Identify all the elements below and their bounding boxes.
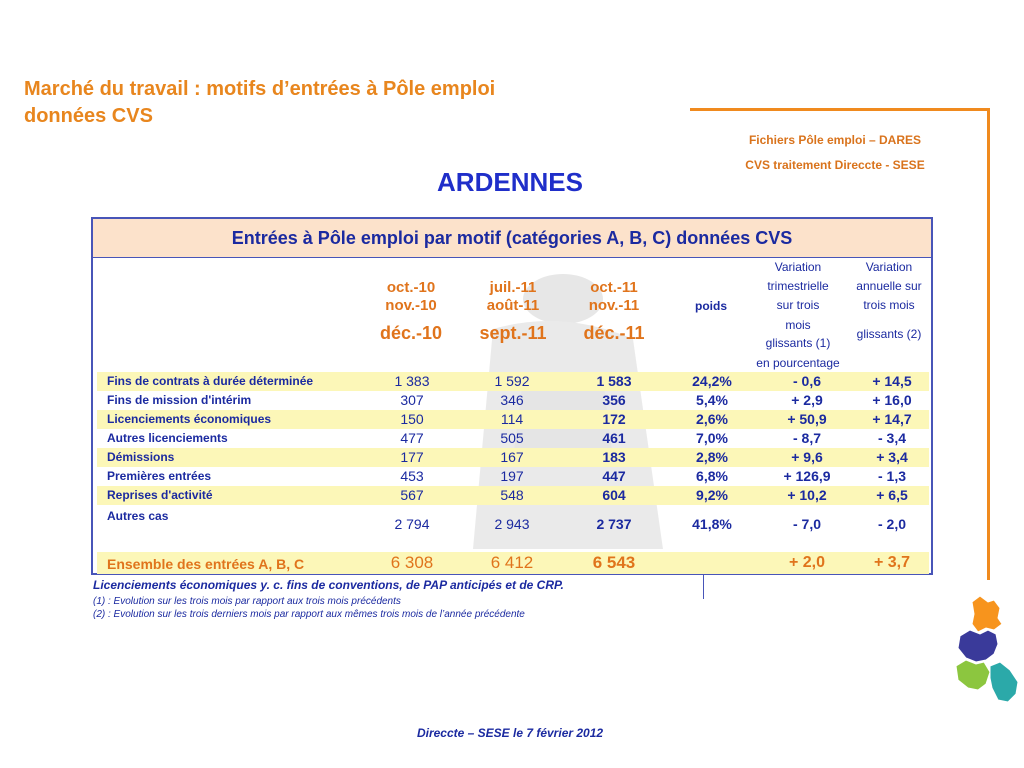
col-ann-line1: Variation [865,260,913,274]
col-ann-line4: glissants (2) [856,327,922,341]
col-ann-line2: annuelle sur [856,279,922,293]
table-divider-line [703,575,704,599]
row-label: Autres cas [107,509,169,523]
total-var-trim: + 2,0 [788,554,826,571]
table-row [97,410,929,429]
row-var-trim: + 126,9 [783,468,831,484]
row-value-p3: 172 [602,411,626,427]
row-var-ann: + 6,5 [876,487,908,503]
row-value-p3: 447 [602,468,626,484]
col-ann-line3: trois mois [863,298,915,312]
row-var-trim: - 8,7 [792,430,821,446]
row-label: Reprises d'activité [107,488,213,502]
row-value-p1: 567 [400,487,424,503]
table-row [97,372,929,391]
table-row [97,391,929,410]
col3-month2: nov.-11 [588,297,640,314]
page-title-line2: données CVS [24,105,153,127]
row-value-p2: 548 [500,487,524,503]
note-licenciements: Licenciements économiques y. c. fins de conventions, de PAP anticipés et de CRP. [93,578,564,592]
row-var-trim: + 50,9 [787,411,827,427]
col1-month3: déc.-10 [379,323,443,343]
row-value-p2: 114 [500,411,524,427]
total-value-p1: 6 308 [390,553,434,572]
row-label: Fins de contrats à durée déterminée [107,374,314,388]
row-value-p2: 505 [500,430,524,446]
row-var-ann: - 1,3 [877,468,906,484]
total-value-p3: 6 543 [592,553,636,572]
row-value-p1: 307 [400,392,424,408]
row-value-p1: 477 [400,430,424,446]
row-label: Autres licenciements [107,431,228,445]
row-var-trim: + 2,9 [791,392,823,408]
total-value-p2: 6 412 [490,553,534,572]
source-line2: CVS traitement Direccte - SESE [745,158,925,172]
row-var-trim: + 10,2 [787,487,827,503]
champagne-ardenne-map-icon [950,590,1024,710]
row-value-p3: 2 737 [596,516,632,532]
col-weight-header: poids [695,299,727,313]
row-value-p3: 461 [602,430,626,446]
col2-month1: juil.-11 [489,279,537,296]
row-value-p1: 1 383 [394,373,430,389]
row-value-p3: 604 [602,487,626,503]
row-value-p1: 453 [400,468,424,484]
table-row [97,429,929,448]
row-label: Premières entrées [107,469,212,483]
row-var-trim: - 0,6 [792,373,821,389]
data-table [91,217,933,575]
row-weight: 7,0% [696,430,728,446]
table-row [97,509,929,534]
row-var-ann: + 14,7 [872,411,912,427]
row-value-p2: 346 [500,392,524,408]
orange-vertical-rule [987,108,990,580]
row-weight: 2,6% [696,411,728,427]
row-label: Licenciements économiques [107,412,272,426]
note-1: (1) : Evolution sur les trois mois par rapport aux trois mois précédents [93,596,401,607]
row-weight: 6,8% [696,468,728,484]
row-var-ann: + 3,4 [876,449,908,465]
row-weight: 9,2% [696,487,728,503]
row-value-p2: 1 592 [494,373,530,389]
page-title [24,76,495,130]
row-value-p3: 1 583 [596,373,632,389]
total-label: Ensemble des entrées A, B, C [107,556,305,572]
row-var-ann: + 16,0 [872,392,912,408]
row-value-p3: 183 [602,449,626,465]
row-label: Fins de mission d'intérim [107,393,252,407]
col2-month2: août-11 [486,297,540,314]
table-heading: Entrées à Pôle emploi par motif (catégories A, B, C) données CVS [93,219,931,258]
note-2: (2) : Evolution sur les trois derniers mois par rapport aux mêmes trois mois de l’année précédente [93,609,525,620]
row-value-p1: 150 [400,411,424,427]
department-title: ARDENNES [437,167,583,197]
row-value-p1: 2 794 [394,516,430,532]
row-value-p1: 177 [400,449,424,465]
col-trim-line2: trimestrielle [767,279,829,293]
row-weight: 5,4% [696,392,728,408]
col3-month1: oct.-11 [590,279,638,296]
table-row [97,467,929,486]
col1-month2: nov.-10 [385,297,437,314]
row-weight: 41,8% [692,516,732,532]
col-trim-line5: glissants (1) [765,336,831,350]
col-trim-line1: Variation [774,260,822,274]
row-value-p3: 356 [602,392,626,408]
row-var-ann: + 14,5 [872,373,912,389]
row-var-ann: - 3,4 [877,430,906,446]
row-var-trim: + 9,6 [791,449,823,465]
row-var-trim: - 7,0 [792,516,821,532]
row-value-p2: 2 943 [494,516,530,532]
col-trim-line4: mois [785,318,811,332]
total-var-ann: + 3,7 [873,554,911,571]
row-value-p2: 167 [500,449,524,465]
table-total-row [97,552,929,574]
col3-month3: déc.-11 [583,323,645,343]
table-row [97,448,929,467]
row-label: Démissions [107,450,175,464]
row-var-ann: - 2,0 [877,516,906,532]
col-trim-line6: en pourcentage [756,356,840,370]
row-weight: 2,8% [696,449,728,465]
footer: Direccte – SESE le 7 février 2012 [416,726,604,740]
orange-horizontal-rule [690,108,990,111]
col2-month3: sept.-11 [479,323,547,343]
page-title-line1: Marché du travail : motifs d’entrées à Pôle emploi [24,78,496,100]
source-line1: Fichiers Pôle emploi – DARES [748,133,922,147]
row-weight: 24,2% [692,373,732,389]
table-row [97,486,929,505]
col1-month1: oct.-10 [386,279,436,296]
row-value-p2: 197 [500,468,524,484]
col-trim-line3: sur trois [776,298,820,312]
